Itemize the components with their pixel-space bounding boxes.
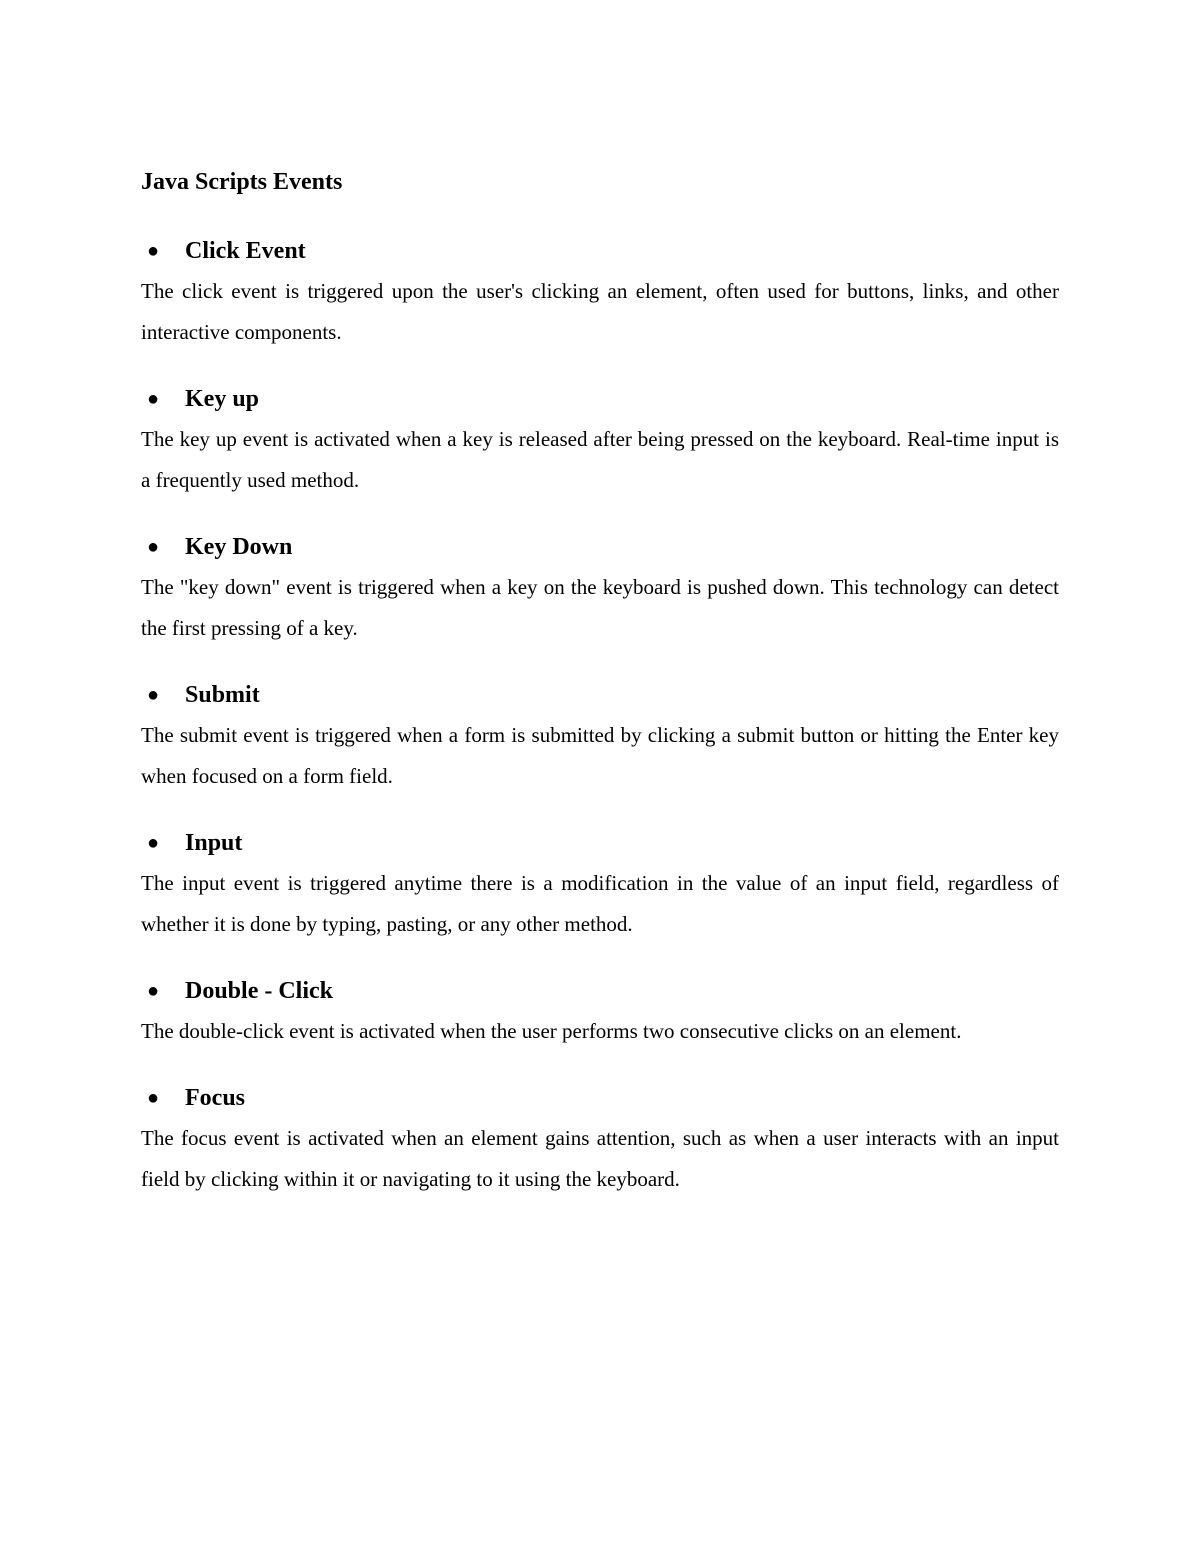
section-description: The focus event is activated when an element gains attention, such as when a user interacts with an input field by clicking within it or navigating to it using the keyboard. [141,1126,1059,1191]
section-heading-text: Input [185,830,243,856]
bullet-icon: ● [147,388,160,410]
section-key-down [141,532,1059,649]
section-key-up [141,384,1059,501]
section-heading-text: Key Down [185,534,293,560]
section-focus [141,1083,1059,1200]
page-title: Java Scripts Events [141,169,343,195]
bullet-icon: ● [147,832,160,854]
section-description: The key up event is activated when a key is released after being pressed on the keyboard. Real-time input is a frequently used method. [141,427,1059,492]
bullet-icon: ● [147,536,160,558]
section-heading-text: Submit [185,682,260,708]
section-heading [141,976,1059,1006]
section-heading-text: Focus [185,1085,245,1111]
bullet-icon: ● [147,1087,160,1109]
section-heading [141,532,1059,562]
section-double-click [141,976,1059,1052]
section-heading-text: Key up [185,386,260,412]
section-heading [141,236,1059,266]
section-description: The click event is triggered upon the user's clicking an element, often used for buttons, links, and other interactive components. [141,279,1059,344]
section-heading-text: Click Event [185,238,306,264]
section-submit [141,680,1059,797]
section-heading-text: Double - Click [185,978,334,1004]
section-click-event [141,236,1059,353]
section-heading [141,828,1059,858]
bullet-icon: ● [147,980,160,1002]
bullet-icon: ● [147,684,160,706]
section-description: The input event is triggered anytime there is a modification in the value of an input field, regardless of whether it is done by typing, pasting, or any other method. [141,871,1059,936]
section-heading [141,1083,1059,1113]
bullet-icon: ● [147,240,160,262]
section-description: The "key down" event is triggered when a key on the keyboard is pushed down. This technology can detect the first pressing of a key. [141,575,1059,640]
section-heading [141,384,1059,414]
section-heading [141,680,1059,710]
document-body [141,166,1059,1231]
section-description: The submit event is triggered when a form is submitted by clicking a submit button or hitting the Enter key when focused on a form field. [141,723,1059,788]
section-input [141,828,1059,945]
section-description: The double-click event is activated when the user performs two consecutive clicks on an element. [141,1019,962,1043]
